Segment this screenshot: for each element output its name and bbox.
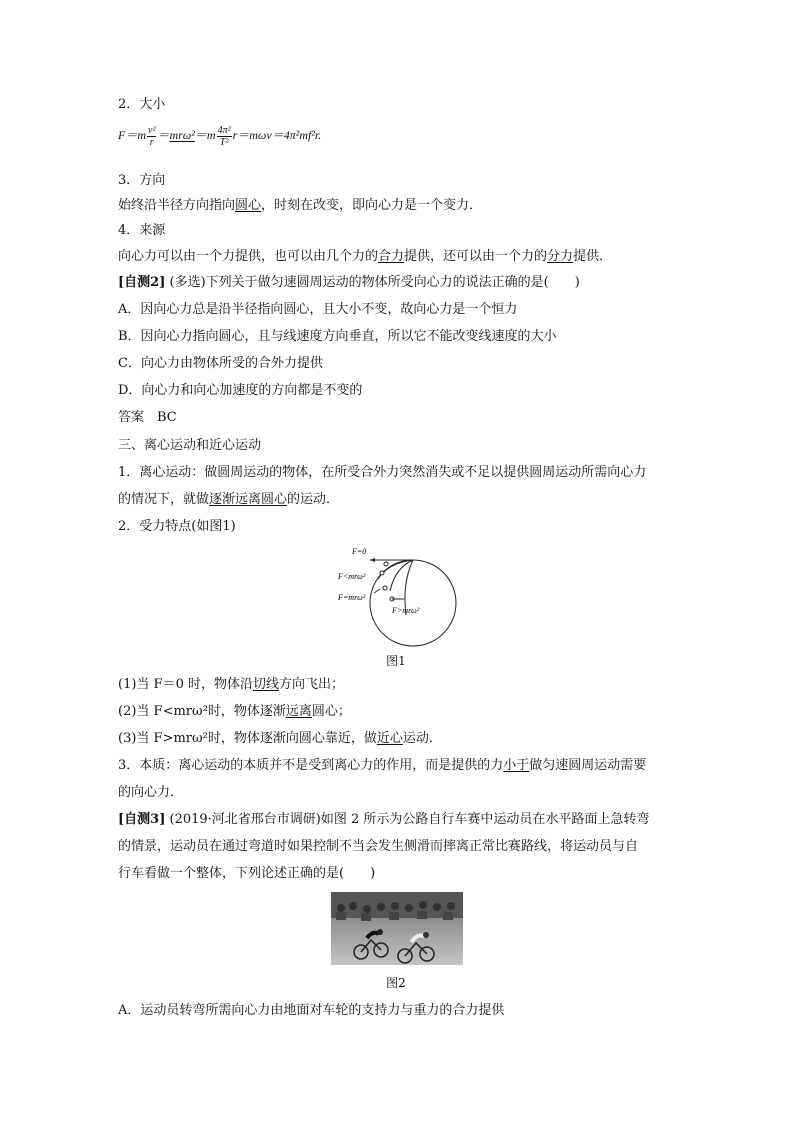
object-dot xyxy=(380,571,384,575)
question-2-option-a: A．因向心力总是沿半径指向圆心，且大小不变，故向心力是一个恒力 xyxy=(118,302,518,317)
section-4-title: 4．来源 xyxy=(118,223,166,238)
question-2-tag: [自测2] xyxy=(118,275,166,290)
question-2-option-b: B．因向心力指向圆心，且与线速度方向垂直，所以它不能改变线速度的大小 xyxy=(118,329,557,344)
fraction-v2-r: $\frac{\text{v²}}{r}$ xyxy=(148,124,156,148)
condition-1: (1)当 F＝0 时，物体沿切线方向飞出； xyxy=(118,677,345,692)
fraction-4pi2-t2: $\frac{\text{4π²}}{\text{T²}}$ xyxy=(217,124,231,148)
centrifugal-def-line2: 的情况下，就做逐渐远离圆心的运动． xyxy=(118,492,340,507)
question-2-option-c: C．向心力由物体所受的合外力提供 xyxy=(118,356,323,371)
cycling-race-photo xyxy=(331,892,463,965)
centrifugal-def-line1: 1．离心运动：做圆周运动的物体，在所受合外力突然消失或不足以提供圆周运动所需向心力 xyxy=(118,465,647,480)
label-f-less: F<mrω² xyxy=(338,572,366,581)
force-characteristics-title: 2．受力特点(如图1) xyxy=(118,519,236,534)
source-text: 向心力可以由一个力提供，也可以由几个力的合力提供，还可以由一个力的分力提供． xyxy=(118,249,613,264)
figure-1-diagram xyxy=(330,543,470,651)
question-3-option-a: A．运动员转弯所需向心力由地面对车轮的支持力与重力的合力提供 xyxy=(118,1003,505,1018)
condition-2: (2)当 F<mrω²时，物体逐渐远离圆心； xyxy=(118,704,351,719)
section-2-title: 2．大小 xyxy=(118,97,166,112)
section-iii-title: 三、离心运动和近心运动 xyxy=(118,438,262,453)
figure-2-caption: 图2 xyxy=(386,976,406,990)
question-3-stem-line3: 行车看做一个整体，下列论述正确的是( ) xyxy=(118,866,376,881)
section-3-title: 3．方向 xyxy=(118,173,166,188)
label-f-more: F>mrω² xyxy=(392,606,420,615)
question-3-stem-line2: 的情景，运动员在通过弯道时如果控制不当会发生侧滑而摔离正常比赛路线，将运动员与自 xyxy=(118,839,639,854)
label-f-equal: F=mrω² xyxy=(338,593,366,602)
essence-line1: 3．本质：离心运动的本质并不是受到离心力的作用，而是提供的力小于做匀速圆周运动需要 xyxy=(118,758,647,773)
question-2-option-d: D．向心力和向心加速度的方向都是不变的 xyxy=(118,383,363,398)
pointer-line xyxy=(374,589,380,593)
answer-line: 答案 BC xyxy=(118,410,177,425)
object-dot xyxy=(383,586,387,590)
force-formula: F＝m $\frac{\text{v²}}{r}$ ＝mrω²＝m $\frac{\text{4π²}}{\text{T²}}$ r＝mωv＝4π²mf²r. xyxy=(118,124,322,148)
question-3-tag: [自测3] xyxy=(118,812,166,827)
question-3-stem-line1: [自测3] (2019·河北省邢台市调研)如图 2 所示为公路自行车赛中运动员在水平路面上急转弯 xyxy=(118,812,650,827)
question-2-stem: [自测2] (多选)下列关于做匀速圆周运动的物体所受向心力的说法正确的是( ) xyxy=(118,275,580,290)
label-f-zero: F=0 xyxy=(352,547,367,556)
essence-line2: 的向心力． xyxy=(118,785,184,800)
tangent-arrow xyxy=(370,558,375,562)
condition-3: (3)当 F>mrω²时，物体逐渐向圆心靠近，做近心运动． xyxy=(118,731,442,746)
figure-1-caption: 图1 xyxy=(386,654,406,668)
object-dot xyxy=(384,562,388,566)
direction-text: 始终沿半径方向指向圆心，时刻在改变，即向心力是一个变力． xyxy=(118,198,483,213)
